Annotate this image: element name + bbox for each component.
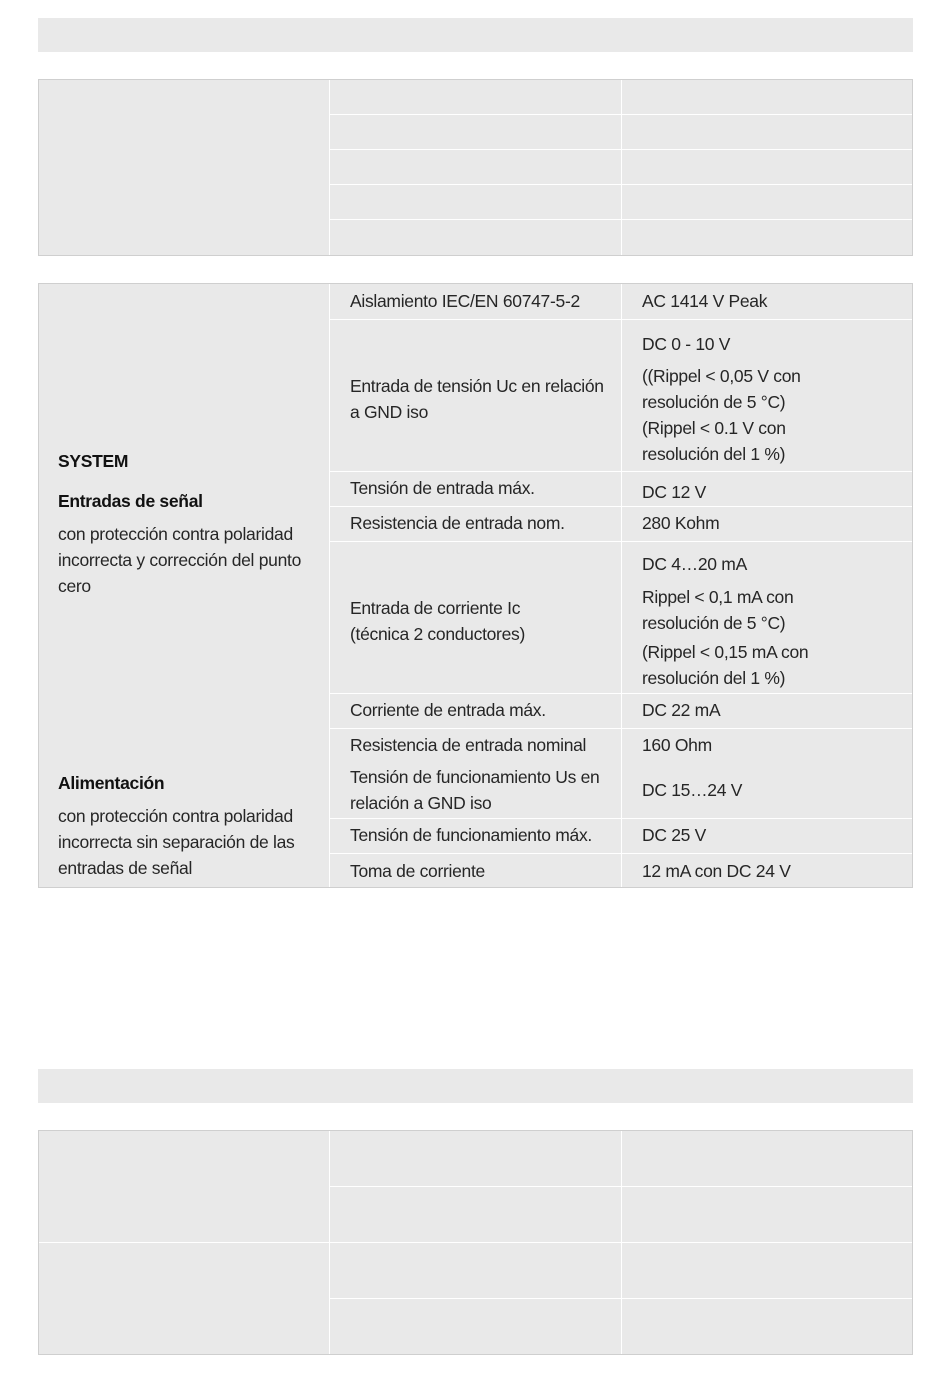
value-current-ripple-1pct: (Rippel < 0,15 mA con resolución del 1 %) — [642, 642, 809, 688]
value-max-input-current: DC 22 mA — [642, 700, 721, 720]
value-current-ripple-5c: Rippel < 0,1 mA con resolución de 5 °C) — [642, 587, 794, 633]
empty-table-top — [38, 79, 913, 256]
param-nominal-input-resistance-2: Resistencia de entrada nominal — [350, 735, 587, 755]
param-current-consumption: Toma de corriente — [350, 861, 485, 881]
empty-table-bottom — [38, 1130, 913, 1355]
value-nominal-input-resistance-2: 160 Ohm — [642, 735, 712, 755]
value-voltage-range: DC 0 - 10 V — [642, 334, 731, 354]
value-nominal-input-resistance: 280 Kohm — [642, 513, 720, 533]
power-description: con protección contra polaridad incorrecta sin separación de las entradas de señal — [58, 806, 295, 878]
param-voltage-input: Entrada de tensión Uc en relación a GND iso — [350, 376, 604, 422]
param-max-operating-voltage: Tensión de funcionamiento máx. — [350, 825, 592, 845]
param-operating-voltage: Tensión de funcionamiento Us en relación a GND iso — [350, 767, 600, 813]
value-current-consumption: 12 mA con DC 24 V — [642, 861, 791, 881]
param-nominal-input-resistance: Resistencia de entrada nom. — [350, 513, 565, 533]
bottom-header-bar — [38, 1069, 913, 1103]
top-header-bar — [38, 18, 913, 52]
value-isolation: AC 1414 V Peak — [642, 291, 768, 311]
param-current-input: Entrada de corriente Ic (técnica 2 conductores) — [350, 598, 525, 644]
value-voltage-ripple-1pct: (Rippel < 0.1 V con resolución del 1 %) — [642, 418, 786, 464]
signal-inputs-heading: Entradas de señal — [58, 491, 203, 511]
param-isolation: Aislamiento IEC/EN 60747-5-2 — [350, 291, 580, 311]
param-max-input-voltage: Tensión de entrada máx. — [350, 478, 535, 498]
power-heading: Alimentación — [58, 773, 165, 793]
system-heading: SYSTEM — [58, 451, 129, 471]
signal-inputs-description: con protección contra polaridad incorrecta y corrección del punto cero — [58, 524, 302, 596]
value-operating-voltage: DC 15…24 V — [642, 780, 743, 800]
value-max-operating-voltage: DC 25 V — [642, 825, 707, 845]
param-max-input-current: Corriente de entrada máx. — [350, 700, 546, 720]
value-current-range: DC 4…20 mA — [642, 554, 747, 574]
value-max-input-voltage: DC 12 V — [642, 482, 707, 502]
value-voltage-ripple-5c: ((Rippel < 0,05 V con resolución de 5 °C) — [642, 366, 801, 412]
